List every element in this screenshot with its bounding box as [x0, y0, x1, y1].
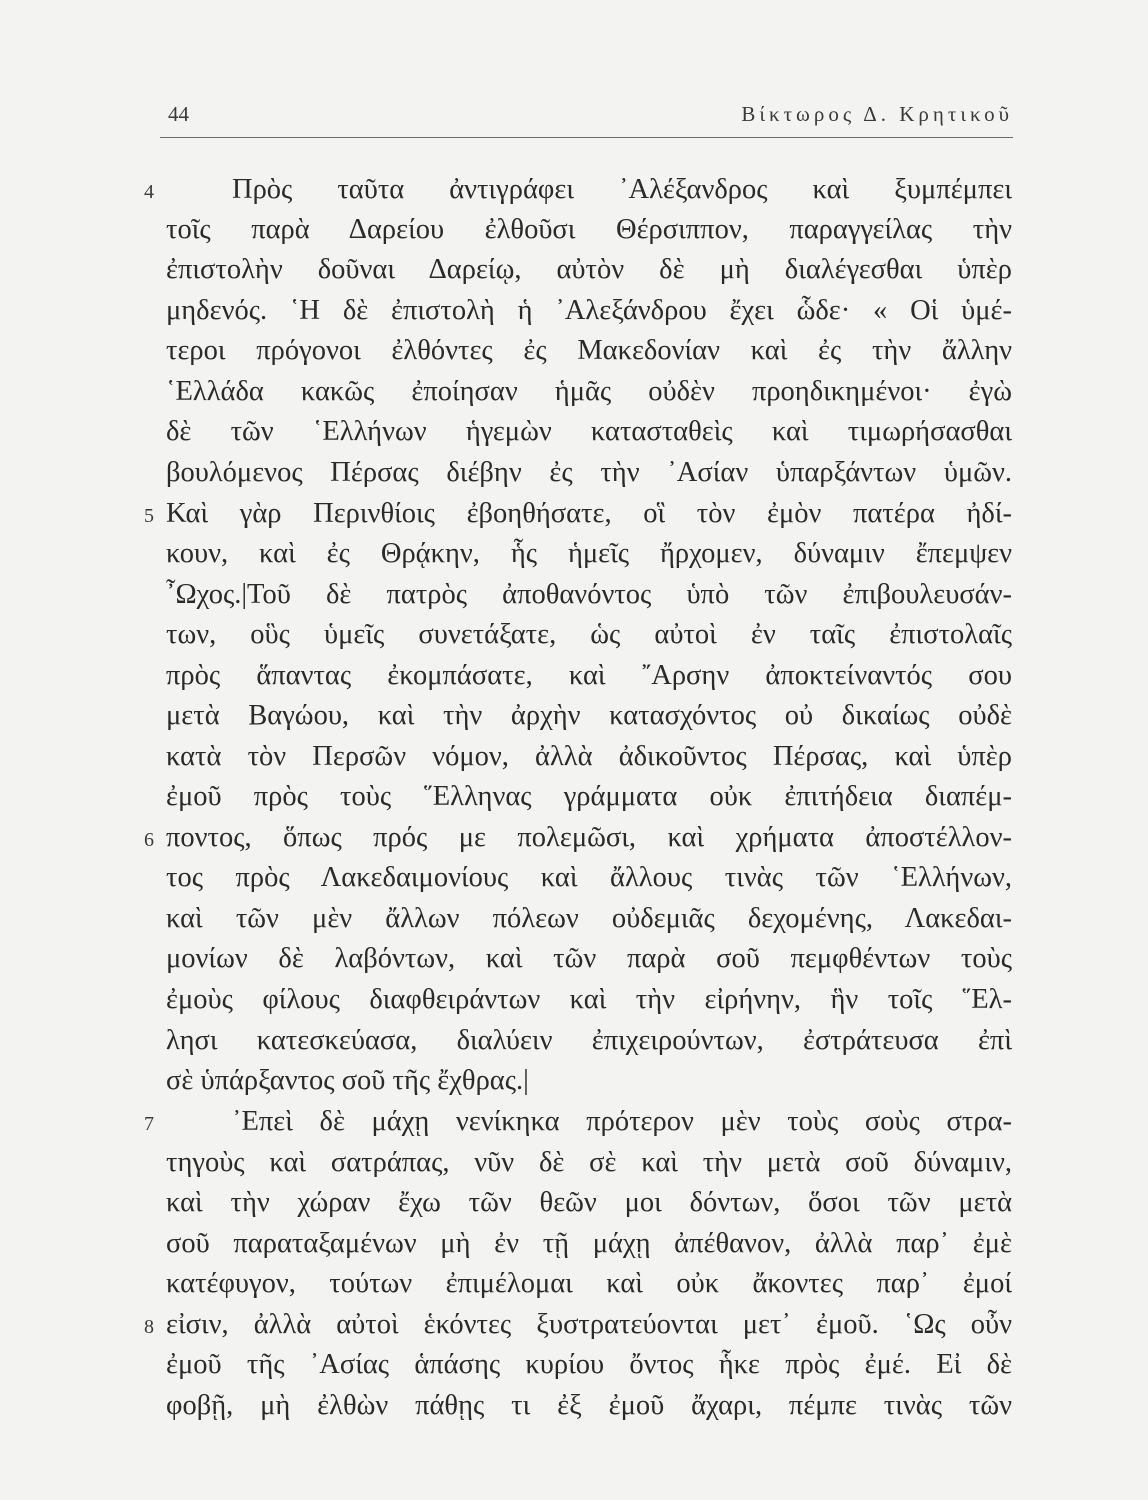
text-line: μηδενός. ῾Η δὲ ἐπιστολὴ ἡ ᾿Αλεξάνδρου ἔχει ὧδε· « Οἱ ὑμέ-	[166, 295, 1012, 326]
text-line: ῏Ωχος.|Τοῦ δὲ πατρὸς ἀποθανόντος ὑπὸ τῶν ἐπιβουλευσάν-	[166, 579, 1012, 610]
page-number: 44	[168, 102, 189, 126]
text-line: ἐμοὺς φίλους διαφθειράντων καὶ τὴν εἰρήνην, ἣν τοῖς ῞Ελ-	[166, 984, 1012, 1015]
text-line: ᾿Επεὶ δὲ μάχῃ νενίκηκα πρότερον μὲν τοὺς σοὺς στρα-	[232, 1106, 1012, 1137]
text-line: Καὶ γὰρ Περινθίοις ἐβοηθήσατε, οἳ τὸν ἐμὸν πατέρα ἠδί-	[166, 498, 1012, 529]
text-line: ἐμοῦ πρὸς τοὺς ῞Ελληνας γράμματα οὐκ ἐπιτήδεια διαπέμ-	[166, 781, 1012, 812]
text-line: καὶ τὴν χώραν ἔχω τῶν θεῶν μοι δόντων, ὅσοι τῶν μετὰ	[166, 1187, 1012, 1218]
text-line: μονίων δὲ λαβόντων, καὶ τῶν παρὰ σοῦ πεμφθέντων τοὺς	[166, 943, 1012, 974]
text-line: Πρὸς ταῦτα ἀντιγράφει ᾿Αλέξανδρος καὶ ξυμπέμπει	[232, 174, 1012, 205]
text-line: μετὰ Βαγώου, καὶ τὴν ἀρχὴν κατασχόντος οὐ δικαίως οὐδὲ	[166, 700, 1012, 731]
text-line: τεροι πρόγονοι ἐλθόντες ἐς Μακεδονίαν καὶ ἐς τὴν ἄλλην	[166, 335, 1012, 366]
section-number: 6	[144, 829, 154, 851]
text-line: ἐμοῦ τῆς ᾿Ασίας ἁπάσης κυρίου ὄντος ἧκε πρὸς ἐμέ. Εἰ δὲ	[166, 1349, 1012, 1380]
text-line: κουν, καὶ ἐς Θρᾴκην, ἧς ἡμεῖς ἤρχομεν, δύναμιν ἔπεμψεν	[166, 538, 1012, 569]
text-line: των, οὓς ὑμεῖς συνετάξατε, ὡς αὐτοὶ ἐν ταῖς ἐπιστολαῖς	[166, 619, 1012, 650]
text-line: σὲ ὑπάρξαντος σοῦ τῆς ἔχθρας.|	[166, 1065, 529, 1096]
text-line: δὲ τῶν ῾Ελλήνων ἡγεμὼν κατασταθεὶς καὶ τιμωρήσασθαι	[166, 416, 1012, 447]
text-line: τοῖς παρὰ Δαρείου ἐλθοῦσι Θέρσιππον, παραγγείλας τὴν	[166, 214, 1012, 245]
text-line: ποντος, ὅπως πρός με πολεμῶσι, καὶ χρήματα ἀποστέλλον-	[166, 822, 1012, 853]
section-number: 4	[144, 181, 154, 203]
text-line: τος πρὸς Λακεδαιμονίους καὶ ἄλλους τινὰς τῶν ῾Ελλήνων,	[166, 862, 1012, 893]
text-line: κατὰ τὸν Περσῶν νόμον, ἀλλὰ ἀδικοῦντος Πέρσας, καὶ ὑπὲρ	[166, 741, 1012, 772]
text-line: βουλόμενος Πέρσας διέβην ἐς τὴν ᾿Ασίαν ὑπαρξάντων ὑμῶν.	[166, 457, 1012, 488]
text-line: καὶ τῶν μὲν ἄλλων πόλεων οὐδεμιᾶς δεχομένης, Λακεδαι-	[166, 903, 1012, 934]
section-number: 5	[144, 505, 154, 527]
text-line: λησι κατεσκεύασα, διαλύειν ἐπιχειρούντων, ἐστράτευσα ἐπὶ	[166, 1025, 1012, 1056]
section-number: 8	[144, 1316, 154, 1338]
text-line: εἰσιν, ἀλλὰ αὐτοὶ ἑκόντες ξυστρατεύονται μετ᾿ ἐμοῦ. ῾Ως οὖν	[166, 1309, 1012, 1340]
section-number: 7	[144, 1113, 154, 1135]
text-line: φοβῇ, μὴ ἐλθὼν πάθῃς τι ἐξ ἐμοῦ ἄχαρι, πέμπε τινὰς τῶν	[166, 1390, 1012, 1421]
text-line: ἐπιστολὴν δοῦναι Δαρείῳ, αὐτὸν δὲ μὴ διαλέγεσθαι ὑπὲρ	[166, 254, 1012, 285]
text-line: τηγοὺς καὶ σατράπας, νῦν δὲ σὲ καὶ τὴν μετὰ σοῦ δύναμιν,	[166, 1147, 1012, 1178]
text-line: πρὸς ἅπαντας ἐκομπάσατε, καὶ ῎Αρσην ἀποκτείναντός σου	[166, 660, 1012, 691]
text-line: σοῦ παραταξαμένων μὴ ἐν τῇ μάχῃ ἀπέθανον, ἀλλὰ παρ᾿ ἐμὲ	[166, 1228, 1012, 1259]
text-line: κατέφυγον, τούτων ἐπιμέλομαι καὶ οὐκ ἄκοντες παρ᾿ ἐμοί	[166, 1268, 1012, 1299]
text-line: ῾Ελλάδα κακῶς ἐποίησαν ἡμᾶς οὐδὲν προηδικημένοι· ἐγὼ	[166, 376, 1012, 407]
running-head: Βίκτωρος Δ. Κρητικοῦ	[741, 102, 1013, 126]
